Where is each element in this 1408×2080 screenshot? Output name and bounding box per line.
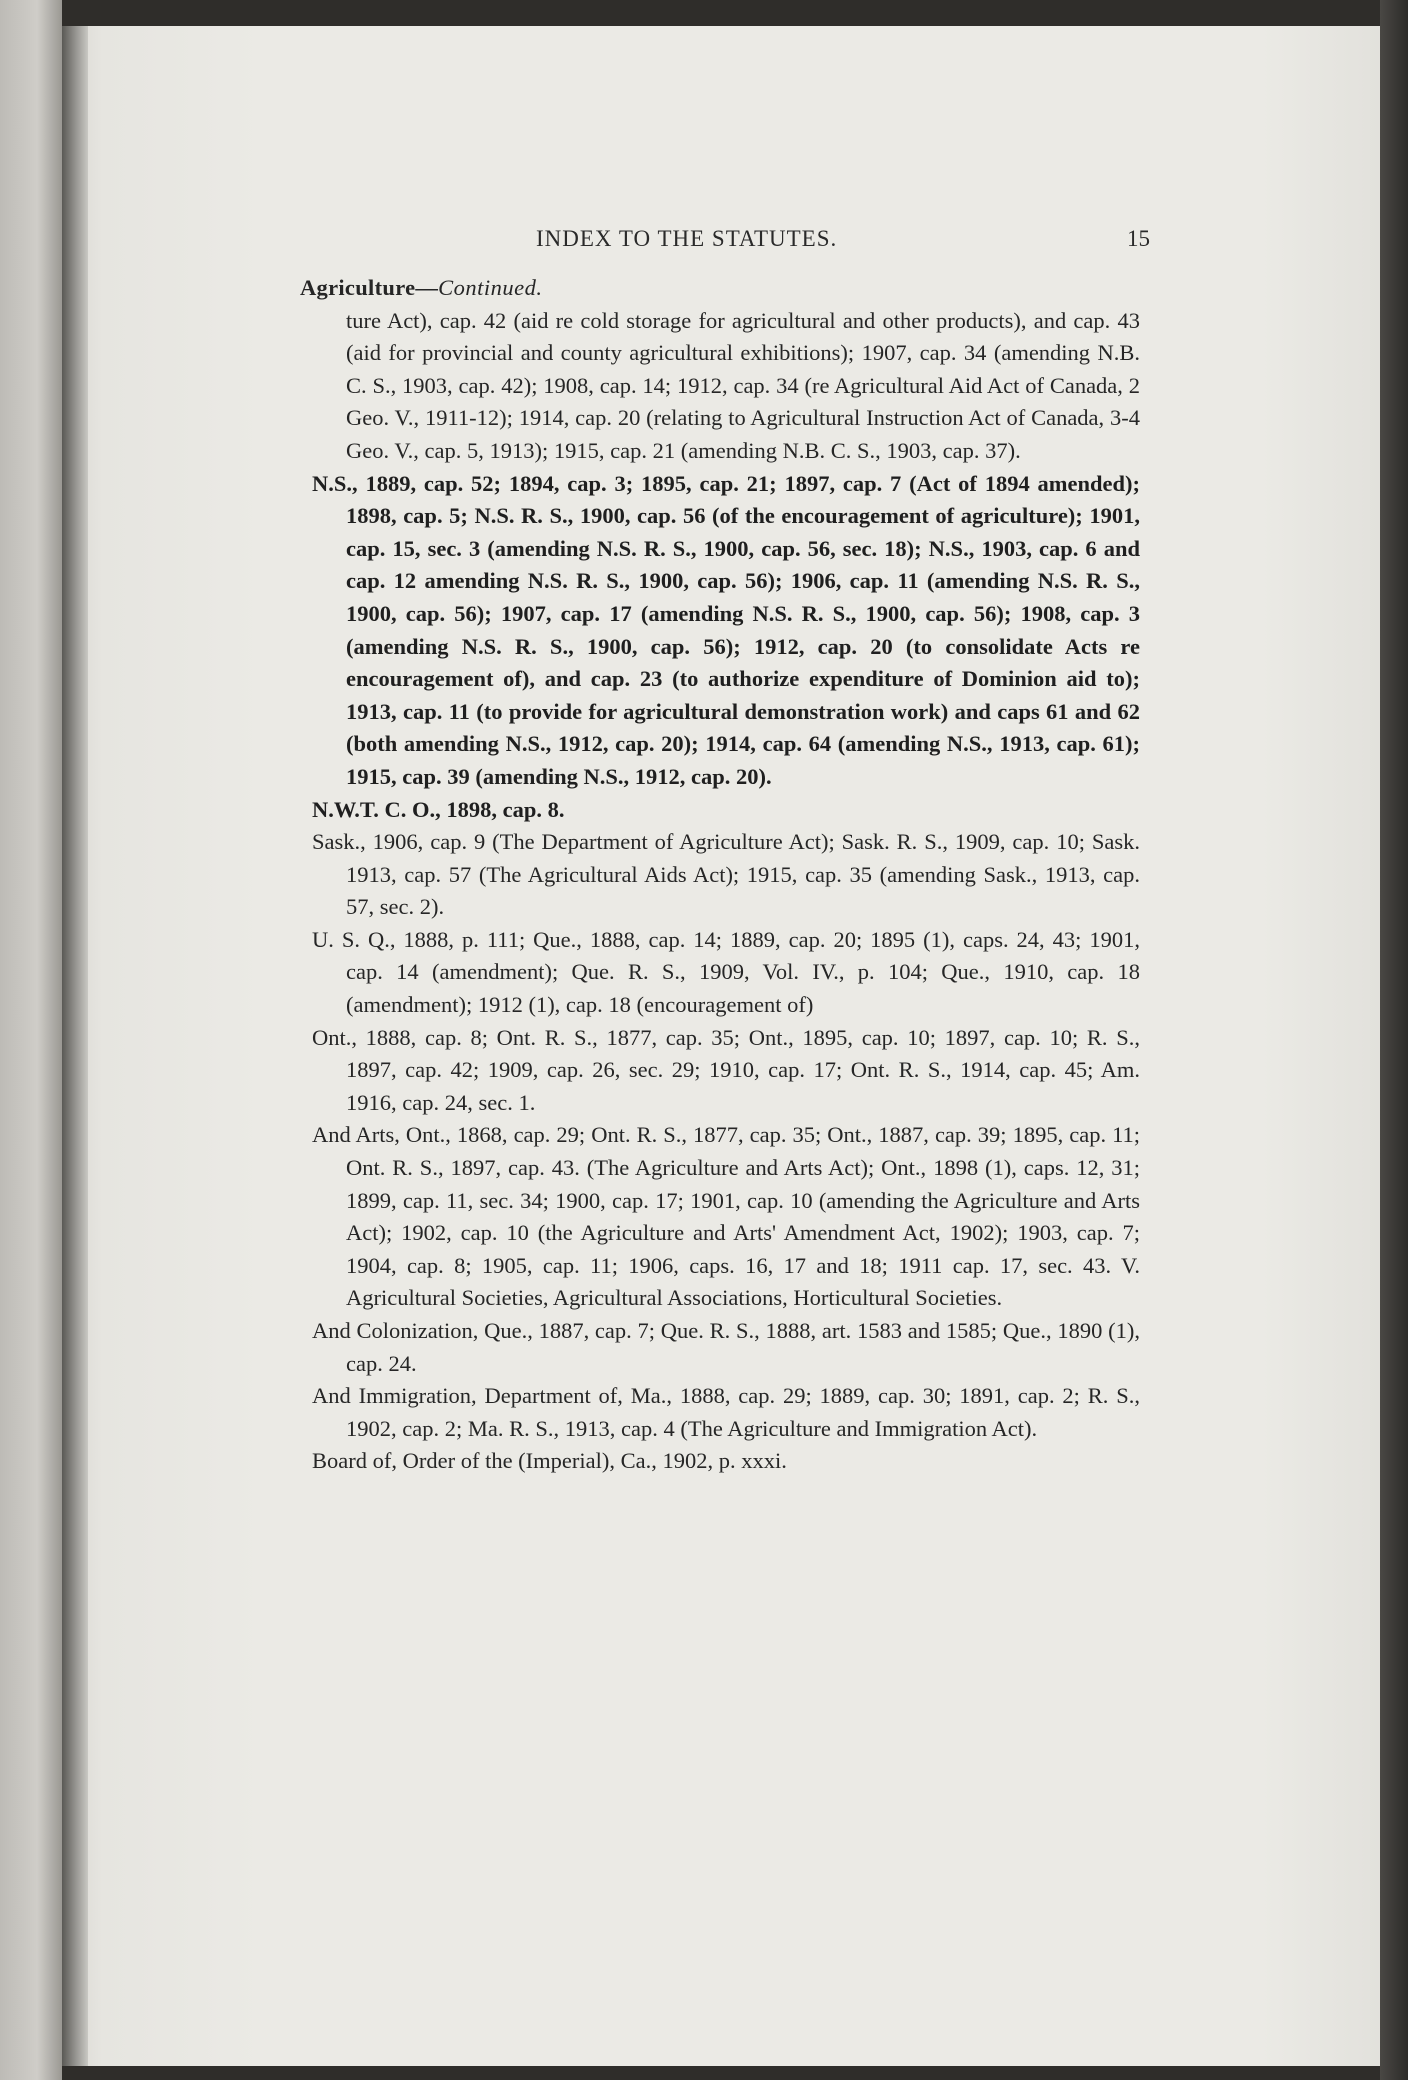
index-entry: And Colonization, Que., 1887, cap. 7; Que. R. S., 1888, art. 1583 and 1585; Que., 1890 (1), cap. 24.	[312, 1318, 1140, 1376]
index-entry: And Arts, Ont., 1868, cap. 29; Ont. R. S., 1877, cap. 35; Ont., 1887, cap. 39; 1895, cap. 11; Ont. R. S., 1897, cap. 43. (The Agriculture and Arts Act); Ont., 1898 (1), caps. 12, 31; 1899, cap. 11, sec. 34; 1900, cap. 17; 1901, cap. 10 (amending the Agriculture and Arts Act); 1902, cap. 10 (the Agriculture and Arts' Amendment Act, 1902); 1903, cap. 7; 1904, cap. 8; 1905, cap. 11; 1906, caps. 16, 17 and 18; 1911 cap. 17, sec. 43. V. Agricultural Societies, Agricultural Associations, Horticultural Societies.	[312, 1122, 1140, 1311]
page-header	[300, 226, 1150, 266]
book-binding-shadow	[62, 26, 88, 2066]
index-body	[300, 272, 1140, 1478]
index-entry: ture Act), cap. 42 (aid re cold storage for agricultural and other products), and cap. 43 (aid for provincial and county agricultural exhibitions); 1907, cap. 34 (amending N.B. C. S., 1903, cap. 42); 1908, cap. 14; 1912, cap. 34 (re Agricultural Aid Act of Canada, 2 Geo. V., 1911-12); 1914, cap. 20 (relating to Agricultural Instruction Act of Canada, 3-4 Geo. V., cap. 5, 1913); 1915, cap. 21 (amending N.B. C. S., 1903, cap. 37).	[346, 307, 1140, 463]
index-entry: Board of, Order of the (Imperial), Ca., 1902, p. xxxi.	[312, 1448, 787, 1474]
running-title: INDEX TO THE STATUTES.	[536, 226, 838, 251]
page-number: 15	[1127, 226, 1150, 251]
heading-continued: Continued.	[438, 275, 543, 300]
index-entry: N.W.T. C. O., 1898, cap. 8.	[312, 796, 565, 822]
index-entry: And Immigration, Department of, Ma., 1888, cap. 29; 1889, cap. 30; 1891, cap. 2; R. S., 1902, cap. 2; Ma. R. S., 1913, cap. 4 (The Agriculture and Immigration Act).	[312, 1383, 1140, 1441]
index-heading	[300, 272, 1140, 305]
index-entry: Sask., 1906, cap. 9 (The Department of Agriculture Act); Sask. R. S., 1909, cap. 10; Sask. 1913, cap. 57 (The Agricultural Aids Act); 1915, cap. 35 (amending Sask., 1913, cap. 57, sec. 2).	[312, 829, 1140, 920]
index-entry: N.S., 1889, cap. 52; 1894, cap. 3; 1895, cap. 21; 1897, cap. 7 (Act of 1894 amended); 1898, cap. 5; N.S. R. S., 1900, cap. 56 (of the encouragement of agriculture); 1901, cap. 15, sec. 3 (amending N.S. R. S., 1900, cap. 56, sec. 18); N.S., 1903, cap. 6 and cap. 12 amending N.S. R. S., 1900, cap. 56); 1906, cap. 11 (amending N.S. R. S., 1900, cap. 56); 1907, cap. 17 (amending N.S. R. S., 1900, cap. 56); 1908, cap. 3 (amending N.S. R. S., 1900, cap. 56); 1912, cap. 20 (to consolidate Acts re encouragement of), and cap. 23 (to authorize expenditure of Dominion aid to); 1913, cap. 11 (to provide for agricultural demonstration work) and caps 61 and 62 (both amending N.S., 1912, cap. 20); 1914, cap. 64 (amending N.S., 1913, cap. 61); 1915, cap. 39 (amending N.S., 1912, cap. 20).	[312, 470, 1140, 789]
index-entry: Ont., 1888, cap. 8; Ont. R. S., 1877, cap. 35; Ont., 1895, cap. 10; 1897, cap. 10; R. S., 1897, cap. 42; 1909, cap. 26, sec. 29; 1910, cap. 17; Ont. R. S., 1914, cap. 45; Am. 1916, cap. 24, sec. 1.	[312, 1024, 1140, 1115]
index-entry: U. S. Q., 1888, p. 111; Que., 1888, cap. 14; 1889, cap. 20; 1895 (1), caps. 24, 43; 1901, cap. 14 (amendment); Que. R. S., 1909, Vol. IV., p. 104; Que., 1910, cap. 18 (amendment); 1912 (1), cap. 18 (encouragement of)	[312, 926, 1140, 1018]
book-edge-left	[0, 0, 62, 2080]
heading-term: Agriculture—	[300, 275, 439, 300]
book-edge-right	[1380, 0, 1408, 2080]
